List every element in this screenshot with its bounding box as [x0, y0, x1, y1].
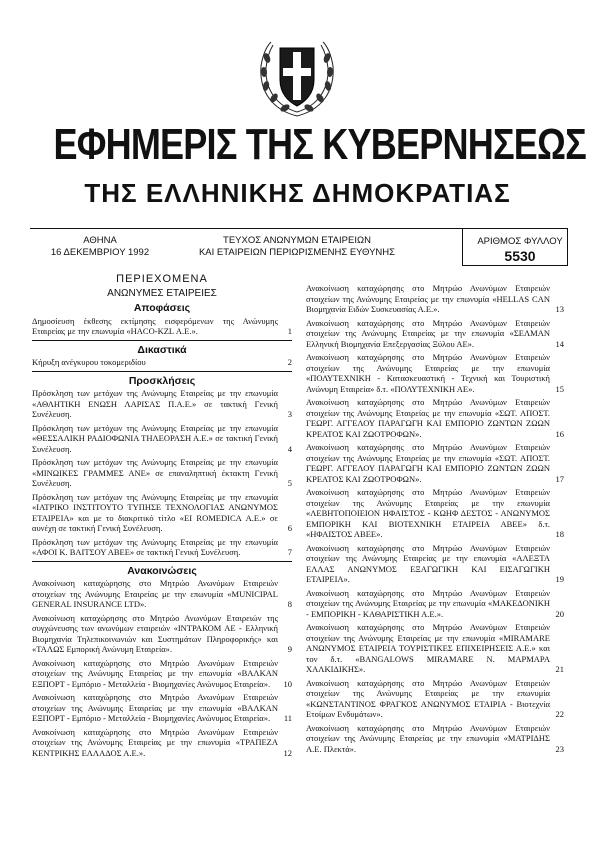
list-item: [32, 613, 292, 655]
list-item: [32, 316, 292, 337]
page-number: 7: [287, 547, 292, 557]
list-item: [32, 492, 292, 534]
list-item: [306, 543, 564, 585]
page-number: 10: [283, 678, 292, 689]
list-item: [306, 723, 564, 755]
entry-text: Πρόσκληση των μετόχων της Ανώνυμης Εταιρείας με την επωνυμία «ΙΑΤΡΙΚΟ ΙΝΣΤΙΤΟΥΤΟ ΤΥΠΗΣΕ ΤΕΧΝΟΛΟΓΙΑΣ ΑΝΩΝΥΜΟΣ ΕΤΑΙΡΕΙΑ» και με το διακριτικό τίτλο «ΕΙ ROMEDICA Α.Ε.» σε αυνέχη σε τακτική Γενική Συνέλευση.: [32, 491, 278, 533]
entry-text: Ανακοίνωση καταχώρησης στο Μητρώο Ανωνύμων Εταιρειών στοιχείων της Ανώνυμης Εταιρείας με την επωνυμία «ΜΑΤΡΙΔΗΣ Α.Ε. Πλεκτά».: [306, 722, 550, 754]
issue-date: 16 ΔΕΚΕΜΒΡΙΟΥ 1992: [50, 247, 150, 258]
page-number: 23: [555, 743, 564, 754]
entry-text: Πρόσκληση των μετόχων της Ανώνυμης Εταιρείας με την επωνυμία «ΑΦΟΙ Κ. ΒΑΙΤΣΟΥ ΑΒΕΕ» σε τακτική Γενική Συνέλευση.: [32, 536, 278, 557]
page-number: 19: [555, 574, 564, 584]
page-number: 17: [555, 473, 564, 484]
list-item: [306, 588, 564, 620]
entry-text: Δημοσίευση έκθεσης εκτίμησης εισφερόμενων της Ανώνυμης Εταιρείας με την επωνυμία «ΗΑCO-ΚΖL Α.Ε.».: [32, 315, 278, 336]
page-number: 6: [287, 523, 292, 533]
page-number: 13: [555, 304, 564, 314]
section-announcements: Ανακοινώσεις: [127, 564, 197, 577]
page-number: 5: [287, 478, 292, 488]
entry-text: Ανακοίνωση καταχώρησης στο Μητρώο Ανωνύμων Εταιρειών στοιχείων της Ανώνυμης Εταιρείας με την επωνυμία «MIRAMARE ΑΝΩΝΥΜΟΣ ΕΤΑΙΡΕΙΑ ΤΟΥΡΙΣΤΙΚΕΣ ΕΠΙΧΕΙΡΗΣΕΙΣ Α.Ε.» και τον δ.τ. «BANGALOWS MIRAMARE Ν. ΜΑΡΜΑΡΑ ΧΑΛΚΙΔΙΚΗΣ».: [306, 622, 550, 674]
list-item: [306, 678, 564, 720]
list-item: [32, 388, 292, 420]
page-number: 20: [555, 608, 564, 619]
page-number: 14: [555, 338, 564, 349]
entry-text: Ανακοίνωση καταχώρησης στο Μητρώο Ανωνύμων Εταιρειών στοιχείων της Ανώνυμης Εταιρείας με την επωνυμία «ΛΕΒΗΤΟΠΟΙΕΙΟΝ ΗΦΑΙΣΤΟΣ - ΚΩΗΦ ΔΕΣΤΟΣ - ΑΝΩΝΥΜΟΣ ΕΜΠΟΡΙΚΗ ΚΑΙ ΒΙΟΤΕΧΝΙΚΗ ΕΤΑΙΡΕΙΑ ΑΒΕΕ» δ.τ. «ΗΦΑΙΣΤΟΣ ΑΒΕΕ».: [306, 487, 550, 539]
entry-text: Ανακοίνωση καταχώρησης στο Μητρώο Ανωνύμων Εταιρειών στοιχείων της Ανώνυμης Εταιρείας με την επωνυμία «ΜΑΚΕΔΟΝΙΚΗ - ΕΜΠΟΡΙΚΗ - ΚΑΘΑΡΙΣΤΙΚΗ Α.Ε.».: [306, 587, 550, 619]
list-item: [306, 622, 564, 675]
page-number: 11: [283, 713, 292, 723]
entry-text: Ανακοίνωση καταχώρησης στο Μητρώο Ανωνύμων Εταιρειών στοιχείων της Ανώνυμης Εταιρείας με την επωνυμία «ΤΡΑΠΕΖΑ ΚΕΝΤΡΙΚΗΣ ΕΛΛΑΔΟΣ Α.Ε.».: [32, 726, 278, 758]
entry-text: Ανακοίνωση καταχώρησης στο Μητρώο Ανωνύμων Εταιρειών στοιχείων της Ανώνυμης Εταιρείας με την επωνυμία «ΒΑΛΚΑΝ ΕΞΠΟΡΤ - Εμπόριο - Μεταλλεία - Βιομηχανίες Ανώνυμος Εταιρεία».: [32, 692, 278, 723]
gazette-title: ΕΦΗΜΕΡΙΣ ΤΗΣ ΚΥΒΕΡΝΗΣΕΩΣ: [53, 120, 586, 169]
entry-text: Πρόσκληση των μετόχων της Ανώνυμης Εταιρείας με την επωνυμία «ΜΙΝΩΙΚΕΣ ΓΡΑΜΜΕΣ ΑΝΕ» σε επαναληπτική έκτακτη Γενική Συνέλευση.: [32, 457, 278, 488]
list-item: [32, 727, 292, 759]
list-item: [306, 318, 564, 350]
section-decisions: Αποφάσεις: [133, 302, 191, 314]
entry-text: Ανακοίνωση καταχώρησης στο Μητρώο Ανωνύμων Εταιρειών στοιχείων της Ανώνυμης Εταιρείας με την επωνυμία «ΣΩΤ. ΑΠΟΣΤ. ΓΕΩΡΓ. ΑΓΓΕΛΟΥ ΠΑΡΑΓΩΓΗ ΚΑΙ ΕΜΠΟΡΙΟ ΖΩΝΤΩΝ ΖΩΩΝ ΚΡΕΑΤΟΣ ΚΑΙ ΖΩΟΤΡΟΦΩΝ».: [306, 442, 550, 484]
page-number: 8: [287, 599, 292, 609]
page-number: 16: [555, 428, 564, 439]
coat-of-arms-emblem: [253, 36, 341, 118]
gazette-subtitle: ΤΗΣ ΕΛΛΗΝΙΚΗΣ ΔΗΜΟΚΡΑΤΙΑΣ: [84, 178, 511, 208]
entry-text: Ανακοίνωση καταχώρησης στο Μητρώο Ανωνύμων Εταιρειών στοιχείων της Ανώνυμης Εταιρείας με την επωνυμία «ΚΩΝΣΤΑΝΤΙΝΟΣ ΦΡΑΓΚΟΣ ΑΝΩΝΥΜΟΣ ΕΤΑΙΡΙΑ - Βιοτεχνία Ετοίμων Ενδυμάτων».: [306, 677, 550, 719]
entry-text: Ανακοίνωση καταχώρησης στο Μητρώο Ανωνύμων Εταιρειών στοιχείων της Ανώνυμης Εταιρείας με την επωνυμία «ΑΛΕΞΤΑ ΕΛΛΑΣ ΑΝΩΝΥΜΟΣ ΕΞΑΓΩΓΙΚΗ ΚΑΙ ΕΙΣΑΓΩΓΙΚΗ ΕΤΑΙΡΕΙΑ».: [306, 542, 550, 584]
entry-text: Ανακοίνωση καταχώρησης στο Μητρώο Ανωνύμων Εταιρειών της συγχώνευσης των ανωνύμων εταιρειών «ΙΝΤΡΑΚΟΜ ΑΕ - Ελληνική Βιομηχανία Τηλεπικοινωνιών και Συστημάτων Πληροφορικής» και «ΤΑΛΩΣ Εμπορική Ανώνυμη Εταιρεία».: [32, 612, 278, 654]
entry-text: Ανακοίνωση καταχώρησης στο Μητρώο Ανωνύμων Εταιρειών στοιχείων της Ανώνυμης Εταιρείας με την επωνυμία «ΣΩΤ. ΑΠΟΣΤ. ΓΕΩΡΓ. ΑΓΓΕΛΟΥ ΠΑΡΑΓΩΓΗ ΚΑΙ ΕΜΠΟΡΙΟ ΖΩΝΤΩΝ ΖΩΩΝ ΚΡΕΑΤΟΣ ΚΑΙ ΖΩΟΤΡΟΦΩΝ».: [306, 397, 550, 439]
page-number: 2: [287, 357, 292, 367]
entry-text: Πρόσκληση των μετόχων της Ανώνυμης Εταιρείας με την επωνυμία «ΑΘΛΗΤΙΚΗ ΕΝΩΣΗ ΛΑΡΙΣΑΣ Π.Α.Ε.» σε τακτική Γενική Συνέλευση.: [32, 388, 278, 419]
page-number: 3: [287, 409, 292, 419]
list-item: [306, 397, 564, 439]
page-number: 18: [555, 529, 564, 539]
list-item: [32, 658, 292, 690]
city-label: ΑΘΗΝΑ: [83, 235, 117, 246]
section-invitations: Προσκλήσεις: [128, 374, 196, 387]
contents-heading: ΠΕΡΙΕΧΟΜΕΝΑ: [116, 273, 208, 285]
section-judicial: Δικαστικά: [137, 343, 187, 356]
section-rule: [32, 340, 292, 341]
contents-left-column: [32, 270, 292, 761]
list-item: [32, 578, 292, 610]
page-number: 1: [287, 326, 292, 336]
page-number: 21: [555, 664, 564, 674]
entry-text: Ανακοίνωση καταχώρησης στο Μητρώο Ανωνύμων Εταιρειών στοιχείων της Ανώνυμης Εταιρείας με την επωνυμία «ΒΑΛΚΑΝ ΕΞΠΟΡΤ - Εμπόριο - Μεταλλεία - Βιομηχανίες Ανώνυμος Εταιρεία».: [32, 657, 278, 689]
list-item: [306, 283, 564, 315]
list-item: [32, 692, 292, 724]
issue-type-line-2: ΚΑΙ ΕΤΑΙΡΕΙΩΝ ΠΕΡΙΩΡΙΣΜΕΝΗΣ ΕΥΘΥΝΗΣ: [198, 247, 396, 258]
entry-text: Ανακοίνωση καταχώρησης στο Μητρώο Ανωνύμων Εταιρειών στοιχείων της Ανώνυμης Εταιρείας με την επωνυμία «ΠΟΛΥΤΕΧΝΙΚΗ - Κατασκευαστική - Τεχνική και Τουριστική Ανώνυμη Εταιρεία» δ.τ. «ΠΟΛΥΤΕΧΝΙΚΗ ΑΕ».: [306, 352, 550, 394]
section-rule: [32, 371, 292, 372]
sheet-number-label: ΑΡΙΘΜΟΣ ΦΥΛΛΟΥ: [477, 236, 563, 247]
entry-text: Πρόσκληση των μετόχων της Ανώνυμης Εταιρείας με την επωνυμία «ΘΕΣΣΑΛΙΚΗ ΡΑΔΙΟΦΩΝΙΑ ΤΗΛΕΟΡΑΣΗ Α.Ε.» σε τακτική Γενική Συνέλευση.: [32, 422, 278, 454]
list-item: [306, 442, 564, 484]
page-number: 15: [555, 383, 564, 394]
list-item: [306, 487, 564, 540]
list-item: [306, 352, 564, 394]
issue-type-line-1: ΤΕΥΧΟΣ ΑΝΩΝΥΜΩΝ ΕΤΑΙΡΕΙΩΝ: [223, 235, 371, 246]
entry-text: Ανακοίνωση καταχώρησης στο Μητρώο Ανωνύμων Εταιρειών στοιχείων της Ανώνυμης Εταιρείας με την επωνυμία «HELLAS CAN Βιομηχανία Ειδών Συσκευασίας Α.Ε.».: [306, 283, 550, 314]
page-number: 9: [287, 644, 292, 654]
entry-text: Ανακοίνωση καταχώρησης στο Μητρώο Ανωνύμων Εταιρειών στοιχείων της Ανώνυμης Εταιρείας με την επωνυμία «ΣΕΛΜΑΝ Ελληνική Βιομηχανία Επεξεργασίας Ξύλου ΑΕ».: [306, 317, 550, 349]
list-item: [32, 537, 292, 558]
page-number: 22: [555, 709, 564, 719]
page-number: 4: [287, 443, 292, 454]
entry-text: Κήρυξη ανέγκυρου τοκομεριδίου: [32, 357, 146, 367]
page-number: 12: [283, 747, 292, 758]
list-item: [32, 423, 292, 455]
contents-right-column: [306, 283, 564, 757]
list-item: [32, 357, 292, 368]
entry-text: Ανακοίνωση καταχώρησης στο Μητρώο Ανωνύμων Εταιρειών στοιχείων της Ανώνυμης Εταιρείας με την επωνυμία «MUNICIPAL GENERAL INSURANCE LTD».: [32, 578, 278, 609]
category-heading: ΑΝΩΝΥΜΕΣ ΕΤΑΙΡΕΙΕΣ: [107, 287, 217, 299]
sheet-number: 5530: [504, 248, 536, 264]
list-item: [32, 457, 292, 489]
section-rule: [32, 561, 292, 562]
